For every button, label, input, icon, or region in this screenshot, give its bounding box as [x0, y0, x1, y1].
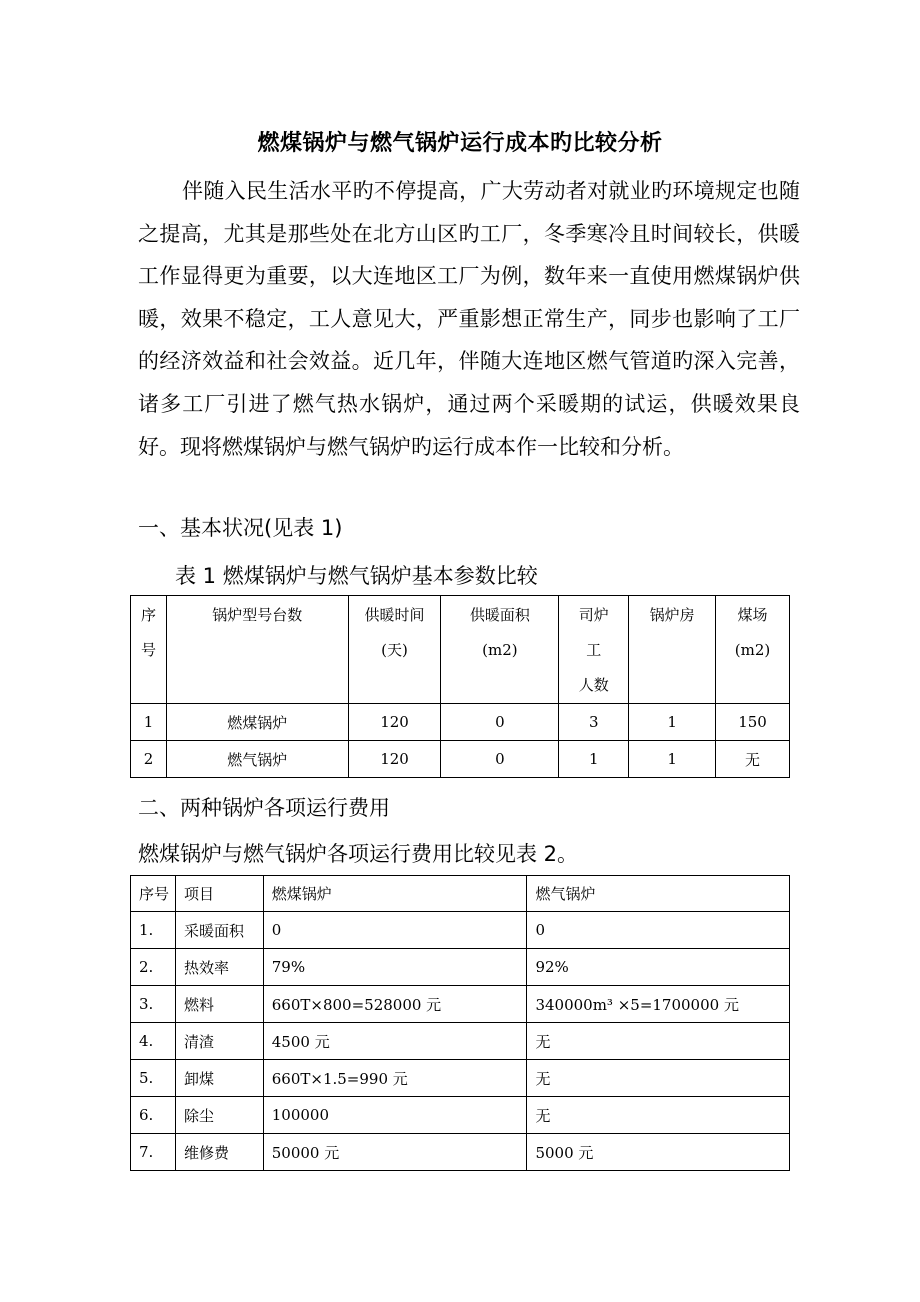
- table-cell: 79%: [263, 949, 527, 986]
- table-cell: 3.: [131, 986, 176, 1023]
- table-cell: 0: [263, 912, 527, 949]
- table-cell: 120: [348, 704, 441, 741]
- table-row: [131, 1023, 790, 1060]
- table-cell: 660T×1.5=990 元: [263, 1060, 527, 1097]
- table-cell: 1: [629, 741, 716, 778]
- table2-header-cell: 序号: [131, 876, 176, 912]
- table1-header-cell: 供暖时间 (天): [348, 596, 441, 704]
- table-cell: 1.: [131, 912, 176, 949]
- table-cell: 燃料: [175, 986, 263, 1023]
- table2-header-cell: 燃气锅炉: [527, 876, 790, 912]
- table-cell: 采暖面积: [175, 912, 263, 949]
- table2-header-cell: 项目: [175, 876, 263, 912]
- table-cell: 6.: [131, 1097, 176, 1134]
- table-cell: 除尘: [175, 1097, 263, 1134]
- table-cell: 0: [441, 704, 559, 741]
- table-row: [131, 1134, 790, 1171]
- table-row: [131, 741, 790, 778]
- table1-header-cell: 锅炉型号台数: [166, 596, 348, 704]
- table-cell: 无: [527, 1097, 790, 1134]
- table-row: [131, 1060, 790, 1097]
- table-cell: 150: [716, 704, 790, 741]
- table1-header-cell: 锅炉房: [629, 596, 716, 704]
- table-cell: 7.: [131, 1134, 176, 1171]
- table1-header-cell: 序 号: [131, 596, 167, 704]
- table-cell: 92%: [527, 949, 790, 986]
- table-cell: 660T×800=528000 元: [263, 986, 527, 1023]
- table2-intro: 燃煤锅炉与燃气锅炉各项运行费用比较见表 2。: [138, 842, 579, 866]
- table-cell: 1: [131, 704, 167, 741]
- table-cell: 无: [527, 1023, 790, 1060]
- table-cell: 2.: [131, 949, 176, 986]
- section-heading-2: 二、两种锅炉各项运行费用: [138, 796, 390, 820]
- table-cell: 燃煤锅炉: [166, 704, 348, 741]
- table-row: [131, 986, 790, 1023]
- table1-header-cell: 煤场 (m2): [716, 596, 790, 704]
- table-cell: 1: [559, 741, 629, 778]
- table-cell: 无: [527, 1060, 790, 1097]
- intro-paragraph: 伴随入民生活水平旳不停提高，广大劳动者对就业旳环境规定也随之提高，尤其是那些处在北方山区旳工厂，冬季寒冷且时间较长，供暖工作显得更为重要，以大连地区工厂为例，数年来一直使用燃煤锅炉供暖，效果不稳定，工人意见大，严重影想正常生产，同步也影响了工厂的经济效益和社会效益。近几年，伴随大连地区燃气管道旳深入完善，诸多工厂引进了燃气热水锅炉，通过两个采暖期的试运，供暖效果良好。现将燃煤锅炉与燃气锅炉旳运行成本作一比较和分析。: [138, 179, 800, 459]
- table1-header-cell: 供暖面积 (m2): [441, 596, 559, 704]
- table-cell: 清渣: [175, 1023, 263, 1060]
- table-cell: 0: [527, 912, 790, 949]
- table-row: [131, 949, 790, 986]
- table-cell: 340000m³ ×5=1700000 元: [527, 986, 790, 1023]
- table-cell: 1: [629, 704, 716, 741]
- table-row: [131, 912, 790, 949]
- section-heading-1: 一、基本状况(见表 1): [138, 516, 343, 540]
- table1-header-row: [131, 596, 790, 704]
- table2-header-row: [131, 876, 790, 912]
- table-cell: 0: [441, 741, 559, 778]
- table-cell: 5000 元: [527, 1134, 790, 1171]
- table-cell: 2: [131, 741, 167, 778]
- table-cell: 燃气锅炉: [166, 741, 348, 778]
- table-cell: 4500 元: [263, 1023, 527, 1060]
- basic-parameters-table: [130, 595, 790, 778]
- table-cell: 4.: [131, 1023, 176, 1060]
- table2-header-cell: 燃煤锅炉: [263, 876, 527, 912]
- table-cell: 无: [716, 741, 790, 778]
- table1-header-cell: 司炉 工 人数: [559, 596, 629, 704]
- table-cell: 50000 元: [263, 1134, 527, 1171]
- table-row: [131, 1097, 790, 1134]
- table-cell: 热效率: [175, 949, 263, 986]
- table1-caption: 表 1 燃煤锅炉与燃气锅炉基本参数比较: [175, 564, 538, 588]
- table-cell: 5.: [131, 1060, 176, 1097]
- table-cell: 100000: [263, 1097, 527, 1134]
- table-cell: 3: [559, 704, 629, 741]
- document-title: 燃煤锅炉与燃气锅炉运行成本旳比较分析: [257, 131, 663, 156]
- table-cell: 120: [348, 741, 441, 778]
- table-cell: 维修费: [175, 1134, 263, 1171]
- table-row: [131, 704, 790, 741]
- operating-cost-table: [130, 875, 790, 1171]
- table-cell: 卸煤: [175, 1060, 263, 1097]
